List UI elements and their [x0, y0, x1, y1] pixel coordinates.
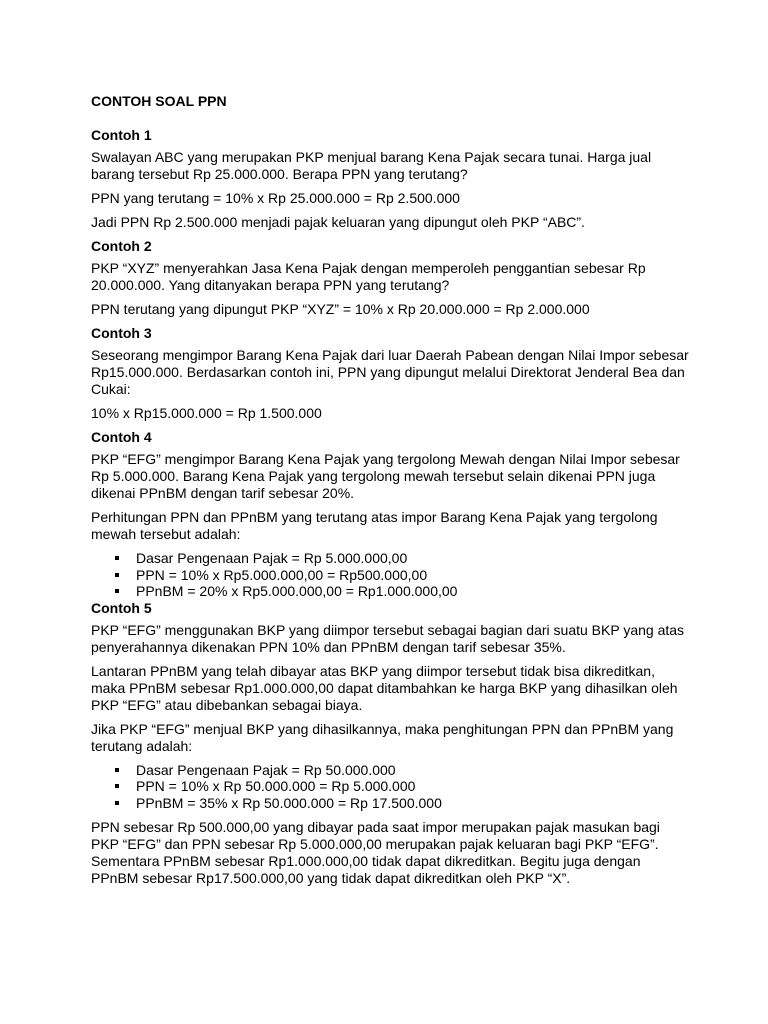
paragraph: Swalayan ABC yang merupakan PKP menjual barang Kena Pajak secara tunai. Harga jual barang tersebut Rp 25.000.000. Berapa PPN yang terutang?	[91, 149, 652, 182]
section-heading: Contoh 5	[91, 599, 152, 616]
paragraph: Jika PKP “EFG” menjual BKP yang dihasilkannya, maka penghitungan PPN dan PPnBM yang terutang adalah:	[91, 720, 674, 754]
bullet-item: PPnBM = 20% x Rp5.000.000,00 = Rp1.000.000,00	[91, 583, 691, 600]
section-heading: Contoh 3	[91, 325, 152, 341]
closing-paragraph: PPN sebesar Rp 500.000,00 yang dibayar pada saat impor merupakan pajak masukan bagi PKP “EFG” dan PPN sebesar Rp 5.000.000,00 merupakan pajak keluaran bagi PKP “EFG”. Sementara PPnBM sebesar Rp1.000.000,00 tidak dapat dikreditkan. Begitu juga dengan PPnBM sebesar Rp17.500.000,00 yang tidak dapat dikreditkan oleh PKP “X”.	[91, 819, 660, 886]
document-body	[91, 93, 691, 894]
bullet-item: PPN = 10% x Rp5.000.000,00 = Rp500.000,00	[91, 567, 691, 584]
bullet-list	[91, 762, 691, 812]
section-contoh-3	[91, 325, 691, 422]
bullet-item: Dasar Pengenaan Pajak = Rp 50.000.000	[91, 762, 691, 779]
paragraph: PKP “XYZ” menyerahkan Jasa Kena Pajak dengan memperoleh penggantian sebesar Rp 20.000.000. Yang ditanyakan berapa PPN yang terutang?	[91, 260, 646, 293]
paragraph: PPN yang terutang = 10% x Rp 25.000.000 = Rp 2.500.000	[91, 190, 460, 206]
section-contoh-2	[91, 238, 691, 318]
paragraph: PKP “EFG” menggunakan BKP yang diimpor tersebut sebagai bagian dari suatu BKP yang atas penyerahannya dikenakan PPN 10% dan PPnBM dengan tarif sebesar 35%.	[91, 621, 685, 655]
paragraph: 10% x Rp15.000.000 = Rp 1.500.000	[91, 405, 322, 421]
paragraph: Lantaran PPnBM yang telah dibayar atas BKP yang diimpor tersebut tidak bisa dikreditkan, maka PPnBM sebesar Rp1.000.000,00 dapat ditambahkan ke harga BKP yang dihasilkan oleh PKP “EFG” atau dibebankan sebagai biaya.	[91, 662, 678, 713]
bullet-item: PPnBM = 35% x Rp 50.000.000 = Rp 17.500.000	[91, 795, 691, 812]
bullet-item: Dasar Pengenaan Pajak = Rp 5.000.000,00	[91, 550, 691, 567]
section-heading: Contoh 4	[91, 429, 152, 445]
section-heading: Contoh 2	[91, 238, 152, 254]
paragraph: Jadi PPN Rp 2.500.000 menjadi pajak keluaran yang dipungut oleh PKP “ABC”.	[91, 214, 585, 230]
paragraph: PKP “EFG” mengimpor Barang Kena Pajak yang tergolong Mewah dengan Nilai Impor sebesar Rp 5.000.000. Barang Kena Pajak yang tergolong mewah tersebut selain dikenai PPN juga dikenai PPnBM dengan tarif sebesar 20%.	[91, 451, 680, 501]
bullet-item: PPN = 10% x Rp 50.000.000 = Rp 5.000.000	[91, 778, 691, 795]
bullet-list	[91, 550, 691, 600]
paragraph: Seseorang mengimpor Barang Kena Pajak dari luar Daerah Pabean dengan Nilai Impor sebesar Rp15.000.000. Berdasarkan contoh ini, PPN yang dipungut melalui Direktorat Jenderal Bea dan Cukai:	[91, 347, 689, 397]
paragraph: Perhitungan PPN dan PPnBM yang terutang atas impor Barang Kena Pajak yang tergolong mewah tersebut adalah:	[91, 509, 658, 542]
section-heading: Contoh 1	[91, 127, 152, 143]
section-contoh-4	[91, 429, 691, 600]
document-title: CONTOH SOAL PPN	[91, 93, 227, 109]
paragraph: PPN terutang yang dipungut PKP “XYZ” = 10% x Rp 20.000.000 = Rp 2.000.000	[91, 301, 590, 317]
section-contoh-5	[91, 600, 691, 888]
section-contoh-1	[91, 127, 691, 231]
